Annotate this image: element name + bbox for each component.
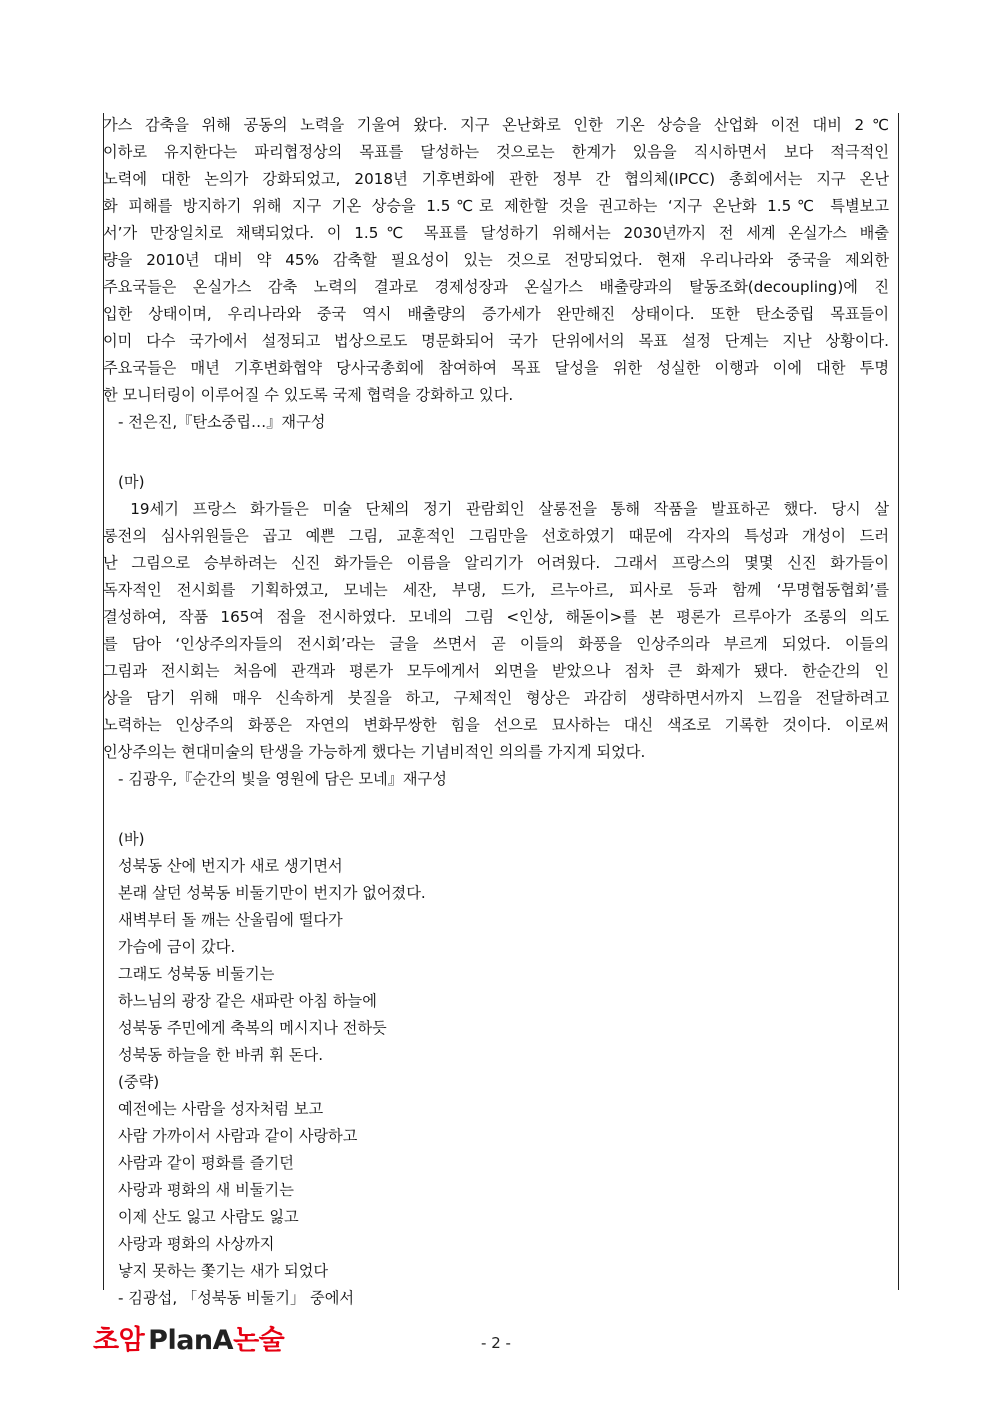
passage-top bbox=[103, 112, 889, 436]
text-line: 화 피해를 방지하기 위해 지구 기온 상승을 1.5℃로 제한할 것을 권고하는 ‘지구 온난화 1.5℃ 특별보고 bbox=[103, 197, 889, 215]
text-line: 그림과 전시회는 처음에 관객과 평론가 모두에게서 외면을 받았으나 점차 큰 화제가 됐다. 한순간의 인 bbox=[103, 662, 889, 680]
passage-ba bbox=[103, 826, 889, 1312]
text-line: 이하로 유지한다는 파리협정상의 목표를 달성하는 것으로는 한계가 있음을 직시하면서 보다 적극적인 bbox=[103, 143, 889, 161]
poem-line: 가슴에 금이 갔다. bbox=[118, 938, 236, 956]
poem-line: 낳지 못하는 쫓기는 새가 되었다 bbox=[118, 1262, 329, 1280]
poem-line: 새벽부터 돌 깨는 산울림에 떨다가 bbox=[118, 911, 343, 929]
source-citation: - 김광섭, 「성북동 비둘기」 중에서 bbox=[118, 1289, 355, 1307]
source-citation: - 전은진,『탄소중립…』재구성 bbox=[118, 413, 326, 431]
page-number: - 2 - bbox=[481, 1334, 511, 1352]
poem-line: 성북동 산에 번지가 새로 생기면서 bbox=[118, 857, 343, 875]
source-citation: - 김광우,『순간의 빛을 영원에 담은 모네』재구성 bbox=[118, 770, 447, 788]
passage-ma bbox=[103, 469, 889, 793]
text-line: 노력에 대한 논의가 강화되었고, 2018년 기후변화에 관한 정부 간 협의체(IPCC) 총회에서는 지구 온난 bbox=[103, 170, 889, 188]
text-line: 인상주의는 현대미술의 탄생을 가능하게 했다는 기념비적인 의의를 가지게 되었다. bbox=[103, 743, 646, 761]
poem-line: 사람과 같이 평화를 즐기던 bbox=[118, 1154, 294, 1172]
text-line: 상을 담기 위해 매우 신속하게 붓질을 하고, 구체적인 형상은 과감히 생략하면서까지 느낌을 전달하려고 bbox=[103, 689, 889, 707]
logo-text-plana: PlanA bbox=[148, 1325, 234, 1356]
text-line: 이미 다수 국가에서 설정되고 법상으로도 명문화되어 국가 단위에서의 목표 설정 단계는 지난 상황이다. bbox=[103, 332, 889, 350]
text-line: 결성하여, 작품 165여 점을 전시하였다. 모네의 그림 <인상, 해돋이>를 본 평론가 르루아가 조롱의 의도 bbox=[103, 608, 889, 626]
poem-line: 사람 가까이서 사람과 같이 사랑하고 bbox=[118, 1127, 358, 1145]
text-line: 서’가 만장일치로 채택되었다. 이 1.5℃ 목표를 달성하기 위해서는 2030년까지 전 세계 온실가스 배출 bbox=[103, 224, 889, 242]
text-line: 주요국들은 매년 기후변화협약 당사국총회에 참여하여 목표 달성을 위한 성실한 이행과 이에 대한 투명 bbox=[103, 359, 889, 377]
poem-line: 사랑과 평화의 사상까지 bbox=[118, 1235, 275, 1253]
text-line: 노력하는 인상주의 화풍은 자연의 변화무쌍한 힘을 선으로 묘사하는 대신 색조로 기록한 것이다. 이로써 bbox=[103, 716, 889, 734]
text-line: 입한 상태이며, 우리나라와 중국 역시 배출량의 증가세가 완만해진 상태이다. 또한 탄소중립 목표들이 bbox=[103, 305, 889, 323]
text-line: 가스 감축을 위해 공동의 노력을 기울여 왔다. 지구 온난화로 인한 기온 상승을 산업화 이전 대비 2℃ bbox=[103, 116, 889, 134]
poem-line: 그래도 성북동 비둘기는 bbox=[118, 965, 275, 983]
poem-line: 본래 살던 성북동 비둘기만이 번지가 없어졌다. bbox=[118, 884, 426, 902]
text-line: 한 모니터링이 이루어질 수 있도록 국제 협력을 강화하고 있다. bbox=[103, 386, 514, 404]
page-text bbox=[103, 112, 889, 1312]
poem-line: 하느님의 광장 같은 새파란 아침 하늘에 bbox=[118, 992, 377, 1010]
poem-line: 사랑과 평화의 새 비둘기는 bbox=[118, 1181, 294, 1199]
text-line: 19세기 프랑스 화가들은 미술 단체의 정기 관람회인 살롱전을 통해 작품을 발표하곤 했다. 당시 살 bbox=[103, 500, 889, 518]
text-line: 롱전의 심사위원들은 곱고 예쁜 그림, 교훈적인 그림만을 선호하였기 때문에 각자의 특성과 개성이 드러 bbox=[103, 527, 889, 545]
poem-line: 성북동 주민에게 축복의 메시지나 전하듯 bbox=[118, 1019, 387, 1037]
text-line: 량을 2010년 대비 약 45% 감축할 필요성이 있는 것으로 전망되었다. 현재 우리나라와 중국을 제외한 bbox=[103, 251, 889, 269]
text-line: 를 담아 ‘인상주의자들의 전시회’라는 글을 쓰면서 곧 이들의 화풍을 인상주의라 부르게 되었다. 이들의 bbox=[103, 635, 889, 653]
passage-label: (바) bbox=[118, 830, 145, 848]
poem-line: 예전에는 사람을 성자처럼 보고 bbox=[118, 1100, 324, 1118]
poem-line: (중략) bbox=[118, 1073, 160, 1091]
text-line: 주요국들은 온실가스 감축 노력의 결과로 경제성장과 온실가스 배출량과의 탈동조화(decoupling)에 진 bbox=[103, 278, 889, 296]
poem-line: 이제 산도 잃고 사람도 잃고 bbox=[118, 1208, 299, 1226]
passage-label: (마) bbox=[118, 473, 145, 491]
logo-text-choam: 초암 bbox=[93, 1325, 145, 1356]
text-line: 독자적인 전시회를 기획하였고, 모네는 세잔, 부댕, 드가, 르누아르, 피사로 등과 함께 ‘무명협동협회’를 bbox=[103, 581, 889, 599]
text-line: 난 그림으로 승부하려는 신진 화가들은 이름을 알리기가 어려웠다. 그래서 프랑스의 몇몇 신진 화가들이 bbox=[103, 554, 889, 572]
poem-line: 성북동 하늘을 한 바퀴 휘 돈다. bbox=[118, 1046, 324, 1064]
logo-text-nonsul: 논술 bbox=[233, 1325, 285, 1356]
